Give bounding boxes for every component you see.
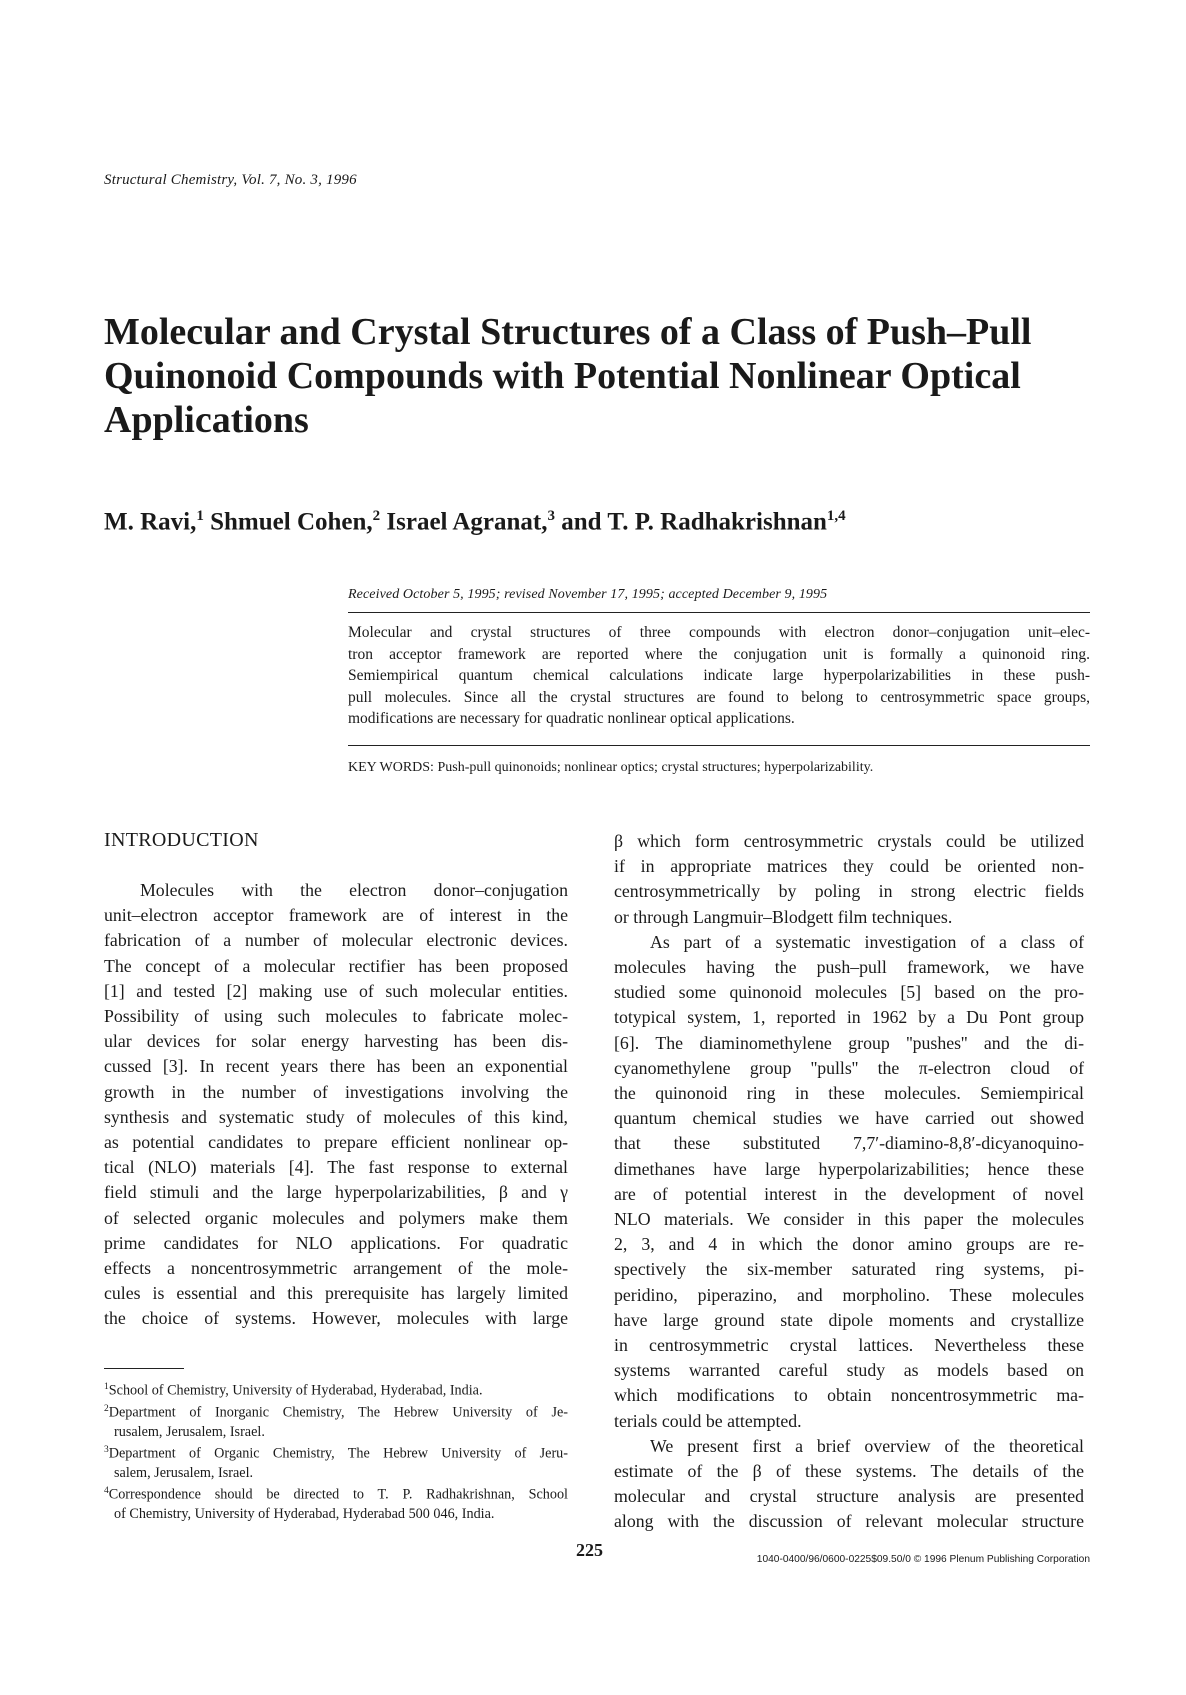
footnote-text: of Chemistry, University of Hyderabad, Hyderabad 500 046, India. [114, 1505, 495, 1522]
abstract-line: pull molecules. Since all the crystal structures are found to belong to centrosymmetric space groups, [348, 688, 1090, 706]
author-name: M. Ravi, [104, 508, 197, 536]
body-line: cussed [3]. In recent years there has been an exponential [104, 1056, 568, 1077]
body-line: ular devices for solar energy harvesting has been dis- [104, 1031, 568, 1052]
section-heading-introduction: INTRODUCTION [104, 829, 259, 851]
footnote-text: rusalem, Jerusalem, Israel. [114, 1423, 265, 1440]
body-line: cules is essential and this prerequisite has largely limited [104, 1283, 568, 1304]
body-line: or through Langmuir–Blodgett film techniques. [614, 906, 953, 927]
author-name: and T. P. Radhakrishnan [561, 508, 827, 536]
footnote-text: Department of Organic Chemistry, The Hebrew University of Jeru- [108, 1445, 568, 1462]
footnote-mark: 1 [104, 1382, 109, 1392]
abstract-line: modifications are necessary for quadratic nonlinear optical applications. [348, 710, 795, 728]
body-line: spectively the six-member saturated ring systems, pi- [614, 1259, 1084, 1280]
body-line: the quinonoid ring in these molecules. Semiempirical [614, 1083, 1084, 1104]
body-line: 2, 3, and 4 in which the donor amino groups are re- [614, 1234, 1084, 1255]
footnote-4 [104, 1482, 568, 1523]
footnote-1 [104, 1378, 568, 1400]
author-affiliation-mark: 2 [372, 508, 381, 524]
body-line: effects a noncentrosymmetric arrangement of the mole- [104, 1258, 568, 1279]
body-line: along with the discussion of relevant molecular structure [614, 1511, 1084, 1532]
body-line: [1] and tested [2] making use of such molecular entities. [104, 980, 568, 1001]
footnotes [104, 1378, 568, 1523]
body-line: totypical system, 1, reported in 1962 by a Du Pont group [614, 1007, 1084, 1028]
body-line: are of potential interest in the development of novel [614, 1183, 1084, 1204]
body-line: molecules having the push–pull framework, we have [614, 957, 1084, 978]
keywords [348, 760, 1090, 776]
received-dates: Received October 5, 1995; revised November 17, 1995; accepted December 9, 1995 [348, 587, 828, 602]
author-affiliation-mark: 3 [547, 508, 556, 524]
footnote-mark: 2 [104, 1404, 109, 1415]
author-affiliation-mark: 1 [196, 508, 204, 524]
body-line: of selected organic molecules and polymers make them [104, 1207, 568, 1228]
author-affiliation-mark: 1,4 [826, 508, 846, 524]
footnote-rule [104, 1368, 184, 1369]
body-column-left [104, 878, 568, 1332]
body-line: have large ground state dipole moments and crystallize [614, 1309, 1084, 1330]
abstract-line: Molecular and crystal structures of three compounds with electron donor–conjugation unit–elec- [348, 624, 1090, 641]
author-name: Israel Agranat, [386, 508, 548, 536]
body-line: The concept of a molecular rectifier has been proposed [104, 955, 568, 976]
abstract [348, 622, 1090, 730]
body-line: in centrosymmetric crystal lattices. Nevertheless these [614, 1335, 1084, 1356]
abstract-bottom-rule [348, 745, 1090, 746]
body-line: centrosymmetrically by poling in strong electric fields [614, 881, 1084, 902]
body-line: cyanomethylene group ''pulls'' the π-electron cloud of [614, 1057, 1084, 1078]
body-line: Molecules with the electron donor–conjugation [140, 880, 568, 900]
footnote-mark: 3 [104, 1445, 109, 1456]
footnote-mark: 4 [104, 1486, 109, 1497]
body-line: dimethanes have large hyperpolarizabilities; hence these [614, 1158, 1084, 1179]
title-line: Applications [104, 399, 309, 441]
copyright-line: 1040-0400/96/0600-0225$09.50/0 © 1996 Plenum Publishing Corporation [756, 1554, 1090, 1565]
footnote-text: School of Chemistry, University of Hyderabad, Hyderabad, India. [108, 1382, 483, 1399]
footnote-2 [104, 1400, 568, 1441]
body-line: [6]. The diaminomethylene group ''pushes'' and the di- [614, 1032, 1084, 1053]
footnote-3 [104, 1441, 568, 1482]
body-line: molecular and crystal structure analysis are presented [614, 1486, 1084, 1507]
body-line: β which form centrosymmetric crystals could be utilized [614, 831, 1084, 851]
body-line: prime candidates for NLO applications. For quadratic [104, 1232, 568, 1253]
body-line: As part of a systematic investigation of a class of [650, 931, 1084, 952]
body-line: as potential candidates to prepare efficient nonlinear op- [104, 1132, 568, 1153]
body-column-right [614, 829, 1084, 1535]
body-line: peridino, piperazino, and morpholino. These molecules [614, 1284, 1084, 1305]
article-title [104, 310, 1064, 442]
body-line: systems warranted careful study as models based on [614, 1360, 1084, 1381]
body-line: growth in the number of investigations involving the [104, 1081, 568, 1102]
body-line: the choice of systems. However, molecules with large [104, 1308, 568, 1329]
body-line: quantum chemical studies we have carried out showed [614, 1108, 1084, 1129]
body-line: Possibility of using such molecules to fabricate molec- [104, 1006, 568, 1027]
journal-citation: Structural Chemistry, Vol. 7, No. 3, 1996 [104, 172, 357, 188]
page-number: 225 [576, 1540, 603, 1560]
body-line: fabrication of a number of molecular electronic devices. [104, 930, 568, 951]
body-line: studied some quinonoid molecules [5] based on the pro- [614, 982, 1084, 1003]
body-line: tical (NLO) materials [4]. The fast response to external [104, 1157, 568, 1178]
keywords-label: KEY WORDS: [348, 760, 434, 775]
title-line: Molecular and Crystal Structures of a Class of Push–Pull [104, 311, 1032, 353]
abstract-top-rule [348, 612, 1090, 613]
keywords-text: Push-pull quinonoids; nonlinear optics; crystal structures; hyperpolarizability. [437, 760, 874, 775]
body-line: unit–electron acceptor framework are of interest in the [104, 905, 568, 926]
body-line: synthesis and systematic study of molecules of this kind, [104, 1106, 568, 1127]
body-line: which modifications to obtain noncentrosymmetric ma- [614, 1385, 1084, 1406]
abstract-line: tron acceptor framework are reported where the conjugation unit is formally a quinonoid ring. [348, 645, 1090, 663]
body-line: estimate of the β of these systems. The details of the [614, 1461, 1084, 1482]
author-name: Shmuel Cohen, [210, 508, 373, 536]
body-line: We present first a brief overview of the theoretical [650, 1435, 1084, 1456]
body-line: field stimuli and the large hyperpolarizabilities, β and γ [104, 1182, 568, 1203]
title-line: Quinonoid Compounds with Potential Nonlinear Optical [104, 355, 1021, 397]
body-line: that these substituted 7,7′-diamino-8,8′-dicyanoquino- [614, 1133, 1084, 1154]
abstract-line: Semiempirical quantum chemical calculations indicate large hyperpolarizabilities in these push- [348, 667, 1090, 685]
body-line: terials could be attempted. [614, 1410, 802, 1431]
footnote-text: Department of Inorganic Chemistry, The Hebrew University of Je- [108, 1405, 568, 1422]
footnote-text: Correspondence should be directed to T. P. Radhakrishnan, School [108, 1486, 568, 1503]
body-line: NLO materials. We consider in this paper the molecules [614, 1209, 1084, 1230]
footnote-text: salem, Jerusalem, Israel. [114, 1464, 254, 1481]
body-line: if in appropriate matrices they could be oriented non- [614, 856, 1084, 877]
author-list [104, 508, 1064, 536]
